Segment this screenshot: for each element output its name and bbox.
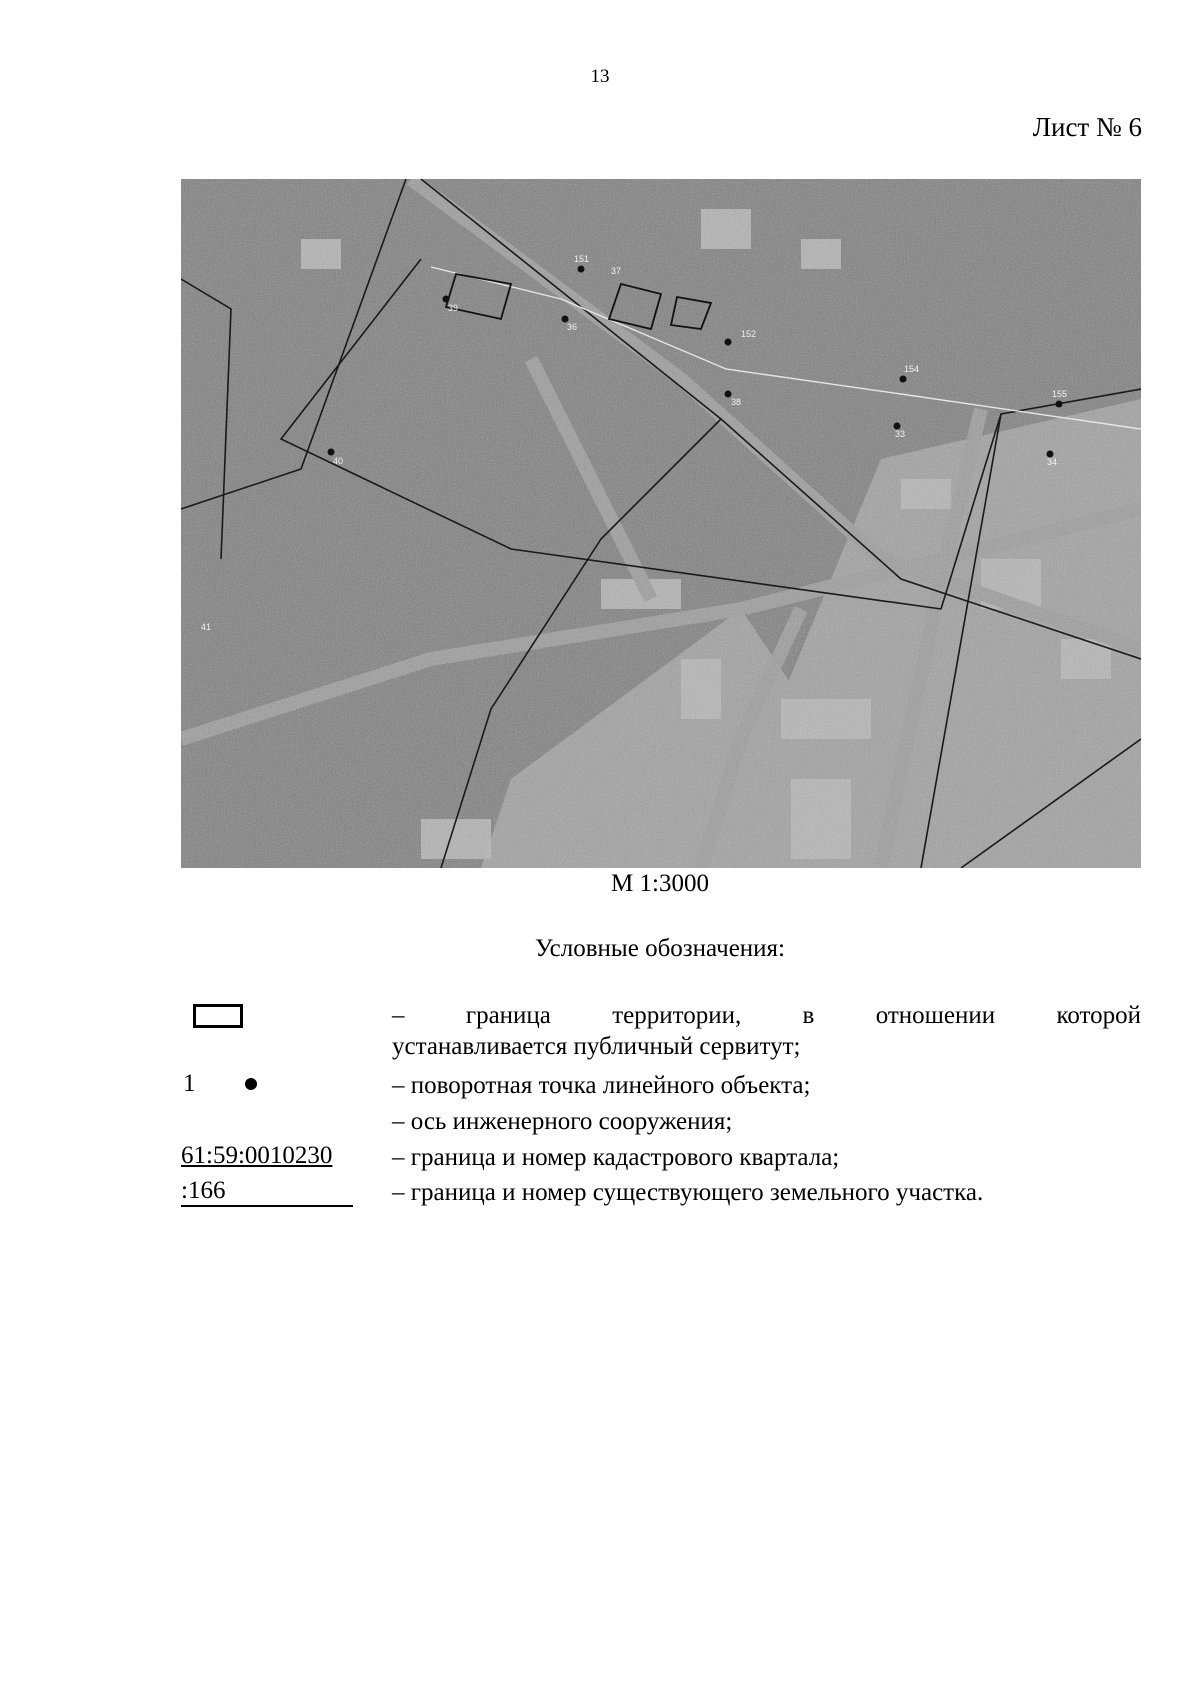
sheet-label: Лист № 6 xyxy=(1032,112,1142,142)
legend-text: – поворотная точка линейного объекта; xyxy=(392,1072,811,1099)
scale-label: М 1:3000 xyxy=(611,870,709,897)
point-label: 36 xyxy=(567,322,578,332)
point-label: 155 xyxy=(1052,389,1068,399)
map-frame[interactable] xyxy=(181,179,1141,868)
legend-text: – граница и номер кадастрового квартала; xyxy=(392,1144,840,1171)
legend-text: – граница и номер существующего земельного участка. xyxy=(392,1179,984,1206)
cadastral-number: 61:59:0010230 xyxy=(181,1142,333,1169)
point-symbol-label: 1 xyxy=(183,1070,196,1097)
plot-number: :166 xyxy=(181,1177,353,1207)
point-label: 34 xyxy=(1047,457,1058,467)
legend-title: Условные обозначения: xyxy=(534,935,786,962)
point-label: 39 xyxy=(448,303,459,313)
legend-text: – граница территории, в отношении которой xyxy=(392,1002,1141,1029)
map-texture xyxy=(181,179,1141,868)
point-label: 154 xyxy=(904,364,920,374)
legend-text: устанавливается публичный сервитут; xyxy=(392,1033,801,1060)
point-label: 38 xyxy=(731,397,742,407)
page-number: 13 xyxy=(590,66,610,87)
rectangle-symbol-icon xyxy=(193,1004,243,1028)
point-label: 152 xyxy=(741,329,757,339)
legend-text: – ось инженерного сооружения; xyxy=(392,1108,733,1135)
point-dot-icon xyxy=(245,1078,257,1090)
point-label: 151 xyxy=(574,254,590,264)
point-label: 33 xyxy=(895,429,906,439)
point-label: 37 xyxy=(611,266,622,276)
point-label: 41 xyxy=(201,622,212,632)
aerial-map xyxy=(181,179,1141,868)
point-label: 40 xyxy=(333,456,344,466)
